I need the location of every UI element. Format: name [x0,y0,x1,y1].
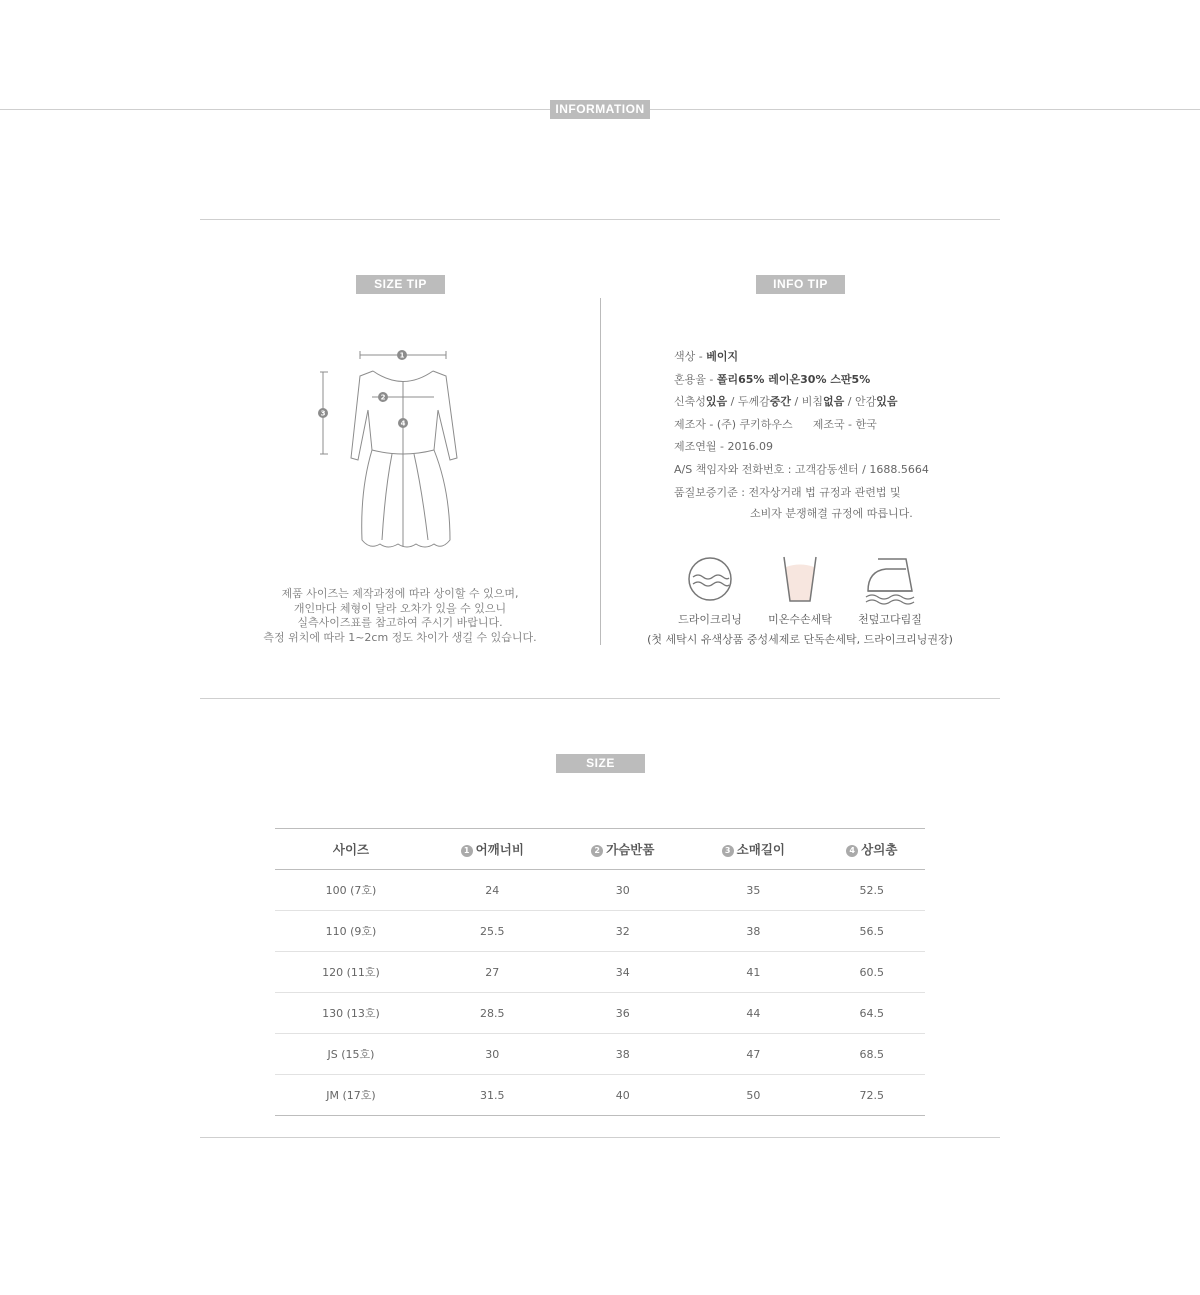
care-iron [850,553,930,627]
col-size: 사이즈 [275,829,427,870]
lukewarm-hand-wash-icon [775,553,825,605]
blend-row: 혼용율 - 폴리65% 레이온30% 스판5% [674,372,871,386]
information-label: INFORMATION [550,100,650,119]
dry-clean-icon [685,553,735,605]
table-row: 130 (13호) 28.5 36 44 64.5 [275,993,925,1034]
section-divider-2 [200,698,1000,699]
as-contact-row: A/S 책임자와 전화번호 : 고객감동센터 / 1688.5664 [674,462,929,476]
date-row: 제조연월 - 2016.09 [674,440,773,454]
dress-measurement-diagram [310,340,480,555]
dry-clean-label: 드라이크리닝 [678,613,742,626]
color-value: 베이지 [706,350,739,363]
info-tip-label: INFO TIP [756,275,845,294]
size-tip-line: 제품 사이즈는 제작과정에 따라 상이할 수 있으며, [281,587,519,600]
iron-label: 천덮고다림질 [858,613,922,626]
product-info [674,346,929,524]
attributes-row: 신축성있음 / 두께감중간 / 비침없음 / 안감있음 [674,395,898,409]
table-row: 110 (9호) 25.5 32 38 56.5 [275,911,925,952]
size-tip-label: SIZE TIP [356,275,445,294]
table-row: JM (17호) 31.5 40 50 72.5 [275,1075,925,1116]
manufacturer-row: 제조자 - (주) 쿠키하우스 제조국 - 한국 [674,417,877,431]
size-tip-notice [200,587,600,645]
blend-value: 폴리65% 레이온30% 스판5% [716,372,871,386]
marker-3: 3 [320,409,326,418]
quality-row: 품질보증기준 : 전자상거래 법 규정과 관련법 및 [674,485,901,499]
quality-row-2: 소비자 분쟁해결 규정에 따릅니다. [750,507,913,521]
marker-2: 2 [380,393,386,402]
center-divider [600,298,601,645]
care-dry-clean [670,553,750,627]
size-tip-line: 실측사이즈표를 참고하여 주시기 바랍니다. [297,616,503,629]
size-label: SIZE [556,754,645,773]
iron-with-cloth-icon [862,553,918,605]
color-row: 색상 - 베이지 [674,350,739,363]
size-tip-line: 개인마다 체형이 달라 오차가 있을 수 있으니 [293,601,507,615]
hand-wash-label: 미온수손세탁 [768,613,832,626]
size-table-header [275,829,925,870]
care-hand-wash [760,553,840,627]
col-shoulder: 1 어깨너비 [427,829,558,870]
table-row: 120 (11호) 27 34 41 60.5 [275,952,925,993]
col-sleeve: 3 소매길이 [688,829,819,870]
col-length: 4 상의총 [819,829,925,870]
marker-1: 1 [399,351,405,360]
care-note: (첫 세탁시 유색상품 중성세제로 단독손세탁, 드라이크리닝권장) [647,633,953,646]
table-row: JS (15호) 30 38 47 68.5 [275,1034,925,1075]
marker-4: 4 [400,419,406,428]
table-row: 100 (7호) 24 30 35 52.5 [275,870,925,911]
col-chest: 2 가슴반품 [558,829,689,870]
measurement-markers [318,350,408,428]
section-divider-1 [200,219,1000,220]
bottom-divider [200,1137,1000,1138]
size-tip-line: 측정 위치에 따라 1~2cm 정도 차이가 생길 수 있습니다. [263,630,537,644]
size-table [275,828,925,1116]
